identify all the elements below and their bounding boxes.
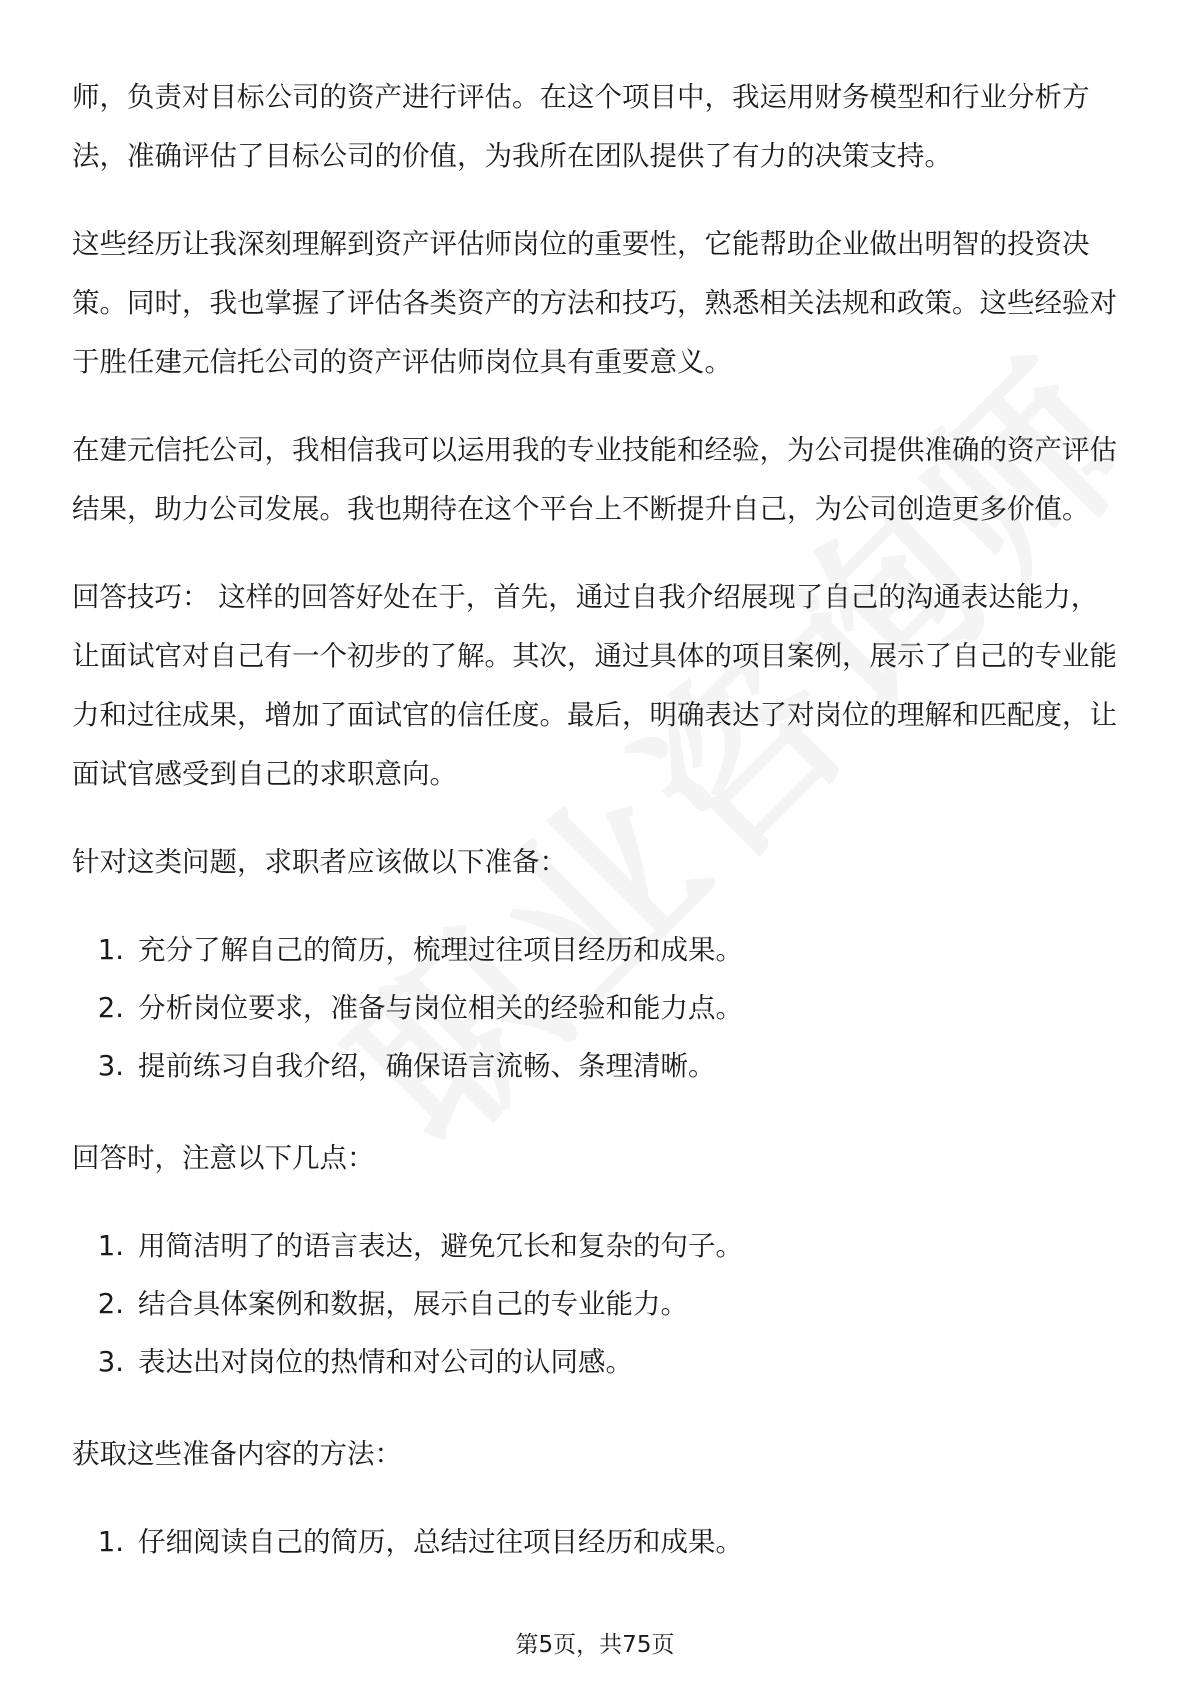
list-number: 1. <box>97 1230 124 1262</box>
list-text: 仔细阅读自己的简历，总结过往项目经历和成果。 <box>138 1526 743 1558</box>
paragraph-experience-summary: 这些经历让我深刻理解到资产评估师岗位的重要性，它能帮助企业做出明智的投资决策。同时，我也掌握了评估各类资产的方法和技巧，熟悉相关法规和政策。这些经验对于胜任建元信托公司的资产评估师岗位具有重要意义。 <box>72 228 1117 378</box>
answer-heading: 回答时，注意以下几点： <box>72 1142 375 1174</box>
paragraph-project-experience: 师，负责对目标公司的资产进行评估。在这个项目中，我运用财务模型和行业分析方法，准确评估了目标公司的价值，为我所在团队提供了有力的决策支持。 <box>72 81 1090 172</box>
list-text: 提前练习自我介绍，确保语言流畅、条理清晰。 <box>138 1050 716 1082</box>
list-number: 2. <box>97 992 124 1024</box>
prep-heading: 针对这类问题，求职者应该做以下准备： <box>72 846 567 878</box>
list-item <box>72 921 1117 979</box>
answer-list <box>72 1217 1117 1391</box>
list-text: 用简洁明了的语言表达，避免冗长和复杂的句子。 <box>138 1230 743 1262</box>
page-number-footer: 第5页，共75页 <box>515 1632 675 1658</box>
list-item <box>72 979 1117 1037</box>
list-text: 分析岗位要求，准备与岗位相关的经验和能力点。 <box>138 992 743 1024</box>
prep-list <box>72 921 1117 1095</box>
paragraph-company-goal: 在建元信托公司，我相信我可以运用我的专业技能和经验，为公司提供准确的资产评估结果，助力公司发展。我也期待在这个平台上不断提升自己，为公司创造更多价值。 <box>72 434 1117 525</box>
list-number: 3. <box>97 1346 124 1378</box>
list-number: 2. <box>97 1288 124 1320</box>
list-item <box>72 1513 1117 1571</box>
list-item <box>72 1333 1117 1391</box>
method-heading: 获取这些准备内容的方法： <box>72 1438 402 1470</box>
method-list <box>72 1513 1117 1571</box>
list-text: 表达出对岗位的热情和对公司的认同感。 <box>138 1346 633 1378</box>
list-number: 1. <box>97 934 124 966</box>
document-body <box>72 68 1117 1605</box>
list-item <box>72 1037 1117 1095</box>
list-number: 3. <box>97 1050 124 1082</box>
list-text: 充分了解自己的简历，梳理过往项目经历和成果。 <box>138 934 743 966</box>
paragraph-answer-tips: 回答技巧： 这样的回答好处在于，首先，通过自我介绍展现了自己的沟通表达能力，让面试官对自己有一个初步的了解。其次，通过具体的项目案例，展示了自己的专业能力和过往成果，增加了面试官的信任度。最后，明确表达了对岗位的理解和匹配度，让面试官感受到自己的求职意向。 <box>72 581 1117 790</box>
list-item <box>72 1275 1117 1333</box>
list-item <box>72 1217 1117 1275</box>
list-number: 1. <box>97 1526 124 1558</box>
list-text: 结合具体案例和数据，展示自己的专业能力。 <box>138 1288 688 1320</box>
